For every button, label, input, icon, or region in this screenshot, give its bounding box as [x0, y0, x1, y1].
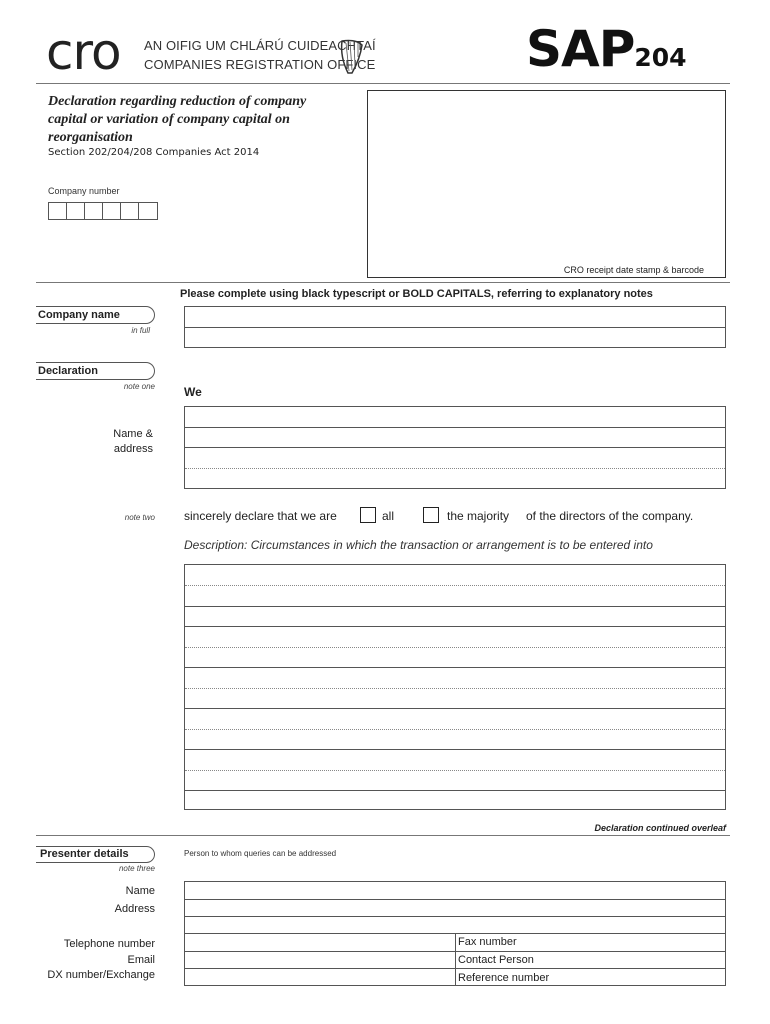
fax-label: Fax number: [458, 936, 517, 948]
all-option-label: all: [382, 509, 395, 523]
field-row-divider: [185, 916, 725, 917]
presenter-tab-label: Presenter details: [40, 848, 129, 860]
harp-icon: [336, 37, 366, 77]
section-reference: Section 202/204/208 Companies Act 2014: [48, 147, 260, 158]
field-row-divider: [185, 647, 725, 648]
company-name-field[interactable]: [184, 306, 726, 348]
header-rule: [36, 83, 730, 84]
declaration-note: note one: [123, 382, 155, 391]
field-row-divider: [185, 729, 725, 730]
field-row-divider: [185, 667, 725, 668]
form-title: Declaration regarding reduction of company capital or variation of company capital on reorganisation: [48, 94, 307, 145]
digit-divider: [66, 203, 67, 219]
majority-option-label: the majority: [447, 509, 510, 523]
field-row-divider: [185, 447, 725, 448]
reference-number-label: Reference number: [458, 972, 550, 984]
instructions: Please complete using black typescript or BOLD CAPITALS, referring to explanatory notes: [180, 288, 653, 300]
field-row-divider: [185, 749, 725, 750]
continued-overleaf: Declaration continued overleaf: [594, 823, 726, 833]
declaration-statement-end: of the directors of the company.: [526, 509, 694, 523]
dx-label: DX number/Exchange: [47, 969, 155, 981]
field-row-divider: [185, 688, 725, 689]
field-row-divider: [185, 585, 725, 586]
presenter-rule: [36, 835, 730, 836]
digit-divider: [84, 203, 85, 219]
presenter-note: note three: [118, 864, 155, 873]
field-row-divider: [185, 770, 725, 771]
telephone-label: Telephone number: [63, 938, 155, 950]
form-code-letters: SAP: [526, 20, 635, 78]
declaration-tab: Declaration: [36, 362, 155, 380]
field-row-divider: [185, 427, 725, 428]
description-label: Description: Circumstances in which the transaction or arrangement is to be entered into: [184, 538, 653, 552]
company-name-tab: Company name: [36, 306, 155, 324]
company-number-label: Company number: [48, 186, 120, 196]
declaration-statement: sincerely declare that we are: [184, 509, 337, 523]
name-address-label-line1: Name &: [113, 428, 153, 440]
name-address-field[interactable]: [184, 406, 726, 489]
field-row-divider: [185, 626, 725, 627]
receipt-stamp-label: CRO receipt date stamp & barcode: [563, 265, 704, 275]
majority-checkbox[interactable]: [423, 507, 439, 523]
cro-logo: [46, 23, 140, 81]
field-row-divider: [185, 708, 725, 709]
digit-divider: [120, 203, 121, 219]
receipt-stamp-box: [367, 90, 726, 278]
note-two: note two: [124, 513, 155, 522]
presenter-contact-field[interactable]: [184, 933, 726, 986]
irish-org-name: AN OIFIG UM CHLÁRÚ CUIDEACHTAÍ: [144, 38, 376, 53]
form-code-number: 204: [634, 43, 687, 72]
field-row-divider: [185, 606, 725, 607]
field-row-divider: [185, 899, 725, 900]
presenter-tab: [36, 846, 155, 863]
we-label: We: [184, 385, 202, 399]
cro-logo-text: cro: [46, 23, 121, 81]
digit-divider: [138, 203, 139, 219]
field-row-divider: [185, 468, 725, 469]
company-number-field[interactable]: [48, 202, 158, 220]
company-name-note: in full: [131, 326, 150, 335]
email-label: Email: [127, 954, 155, 966]
column-divider: [455, 934, 456, 985]
description-field[interactable]: [184, 564, 726, 810]
presenter-name-address-field[interactable]: [184, 881, 726, 934]
form-code: [526, 20, 687, 78]
name-address-label-line2: address: [113, 443, 153, 455]
address-label: Address: [114, 903, 155, 915]
field-row-divider: [185, 790, 725, 791]
name-label: Name: [125, 885, 155, 897]
all-checkbox[interactable]: [360, 507, 376, 523]
digit-divider: [102, 203, 103, 219]
person-queries-label: Person to whom queries can be addressed: [184, 849, 337, 858]
section-rule: [36, 282, 730, 283]
contact-person-label: Contact Person: [458, 954, 534, 966]
field-row-divider: [185, 327, 725, 328]
english-org-name: COMPANIES REGISTRATION OFFICE: [144, 57, 376, 72]
